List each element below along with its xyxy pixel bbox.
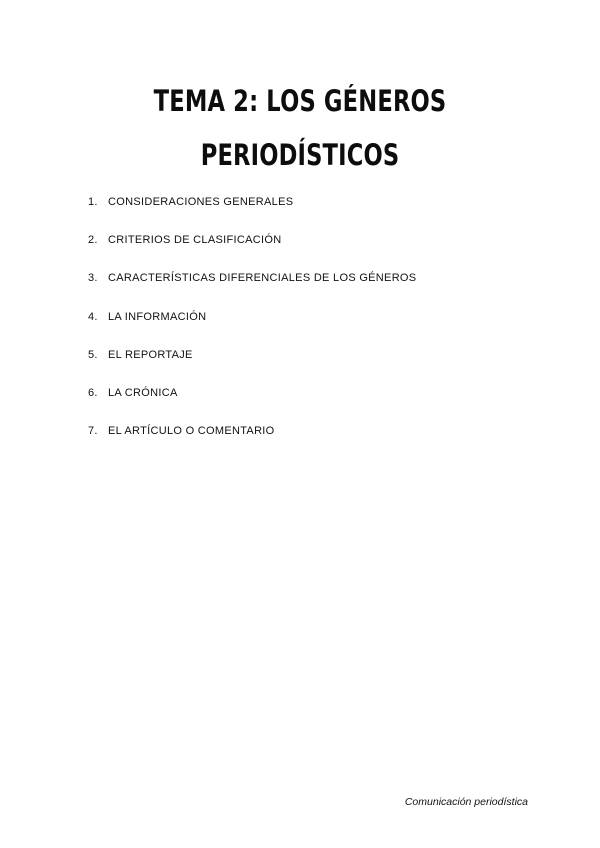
toc-item-number: 1. bbox=[88, 196, 98, 208]
title-line-2: PERIODÍSTICOS bbox=[200, 138, 400, 172]
title-line-1: TEMA 2: LOS GÉNEROS bbox=[153, 84, 447, 118]
toc-item-label: CRITERIOS DE CLASIFICACIÓN bbox=[108, 234, 282, 247]
toc-item-number: 2. bbox=[88, 234, 98, 247]
page-title bbox=[66, 74, 534, 182]
page-footer: Comunicación periodística bbox=[404, 796, 528, 808]
toc-item-label: LA CRÓNICA bbox=[108, 386, 178, 399]
toc-item-label: LA INFORMACIÓN bbox=[108, 310, 207, 323]
toc-item bbox=[88, 387, 416, 425]
toc-item bbox=[88, 234, 416, 272]
toc-item bbox=[88, 196, 416, 234]
toc-item-label: EL REPORTAJE bbox=[108, 348, 193, 361]
table-of-contents bbox=[88, 196, 416, 463]
toc-item-number: 5. bbox=[88, 348, 98, 361]
toc-item bbox=[88, 272, 416, 310]
toc-item-number: 3. bbox=[88, 272, 98, 285]
toc-item-label: CARACTERÍSTICAS DIFERENCIALES DE LOS GÉNEROS bbox=[108, 272, 417, 285]
toc-item-number: 4. bbox=[88, 310, 98, 323]
toc-item-label: CONSIDERACIONES GENERALES bbox=[108, 196, 294, 208]
toc-item-label: EL ARTÍCULO O COMENTARIO bbox=[108, 425, 275, 438]
toc-item-number: 7. bbox=[88, 425, 98, 438]
toc-item-number: 6. bbox=[88, 386, 98, 399]
toc-item bbox=[88, 349, 416, 387]
toc-item bbox=[88, 311, 416, 349]
toc-item bbox=[88, 425, 416, 463]
